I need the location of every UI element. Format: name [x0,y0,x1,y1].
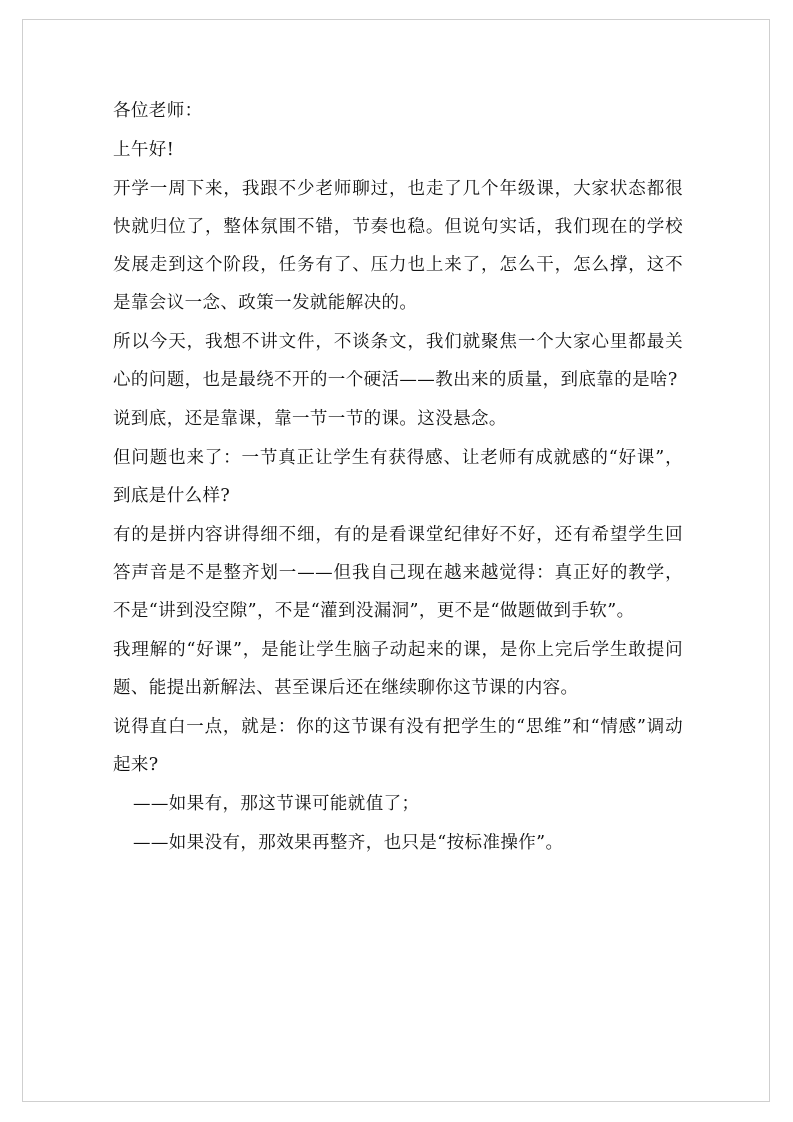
paragraph-9: ——如果没有，那效果再整齐，也只是“按标准操作”。 [133,833,564,853]
paragraph-2: 所以今天，我想不讲文件，不谈条文，我们就聚焦一个大家心里都最关心的问题，也是最绕不开的一个硬活——教出来的质量，到底靠的是啥? [113,332,683,390]
paragraph-4: 但问题也来了：一节真正让学生有获得感、让老师有成就感的“好课”，到底是什么样? [113,448,683,506]
paragraph-7: 说得直白一点，就是：你的这节课有没有把学生的“思维”和“情感”调动起来? [113,717,683,775]
paragraph-1: 开学一周下来，我跟不少老师聊过，也走了几个年级课，大家状态都很快就归位了，整体氛围不错，节奏也稳。但说句实话，我们现在的学校发展走到这个阶段，任务有了、压力也上来了，怎么干，怎么撑，这不是靠会议一念、政策一发就能解决的。 [113,179,683,313]
paragraph-6: 我理解的“好课”，是能让学生脑子动起来的课，是你上完后学生敢提问题、能提出新解法、甚至课后还在继续聊你这节课的内容。 [113,640,683,698]
document-body [113,92,683,863]
paragraph-5: 有的是拼内容讲得细不细，有的是看课堂纪律好不好，还有希望学生回答声音是不是整齐划一——但我自己现在越来越觉得：真正好的教学，不是“讲到没空隙”，不是“灌到没漏洞”，更不是“做题做到手软”。 [113,525,683,621]
paragraph-3: 说到底，还是靠课，靠一节一节的课。这没悬念。 [113,409,507,429]
paragraph-greeting: 上午好! [113,140,175,160]
paragraph-8: ——如果有，那这节课可能就值了； [133,794,420,814]
paragraph-salutation: 各位老师： [113,101,203,121]
